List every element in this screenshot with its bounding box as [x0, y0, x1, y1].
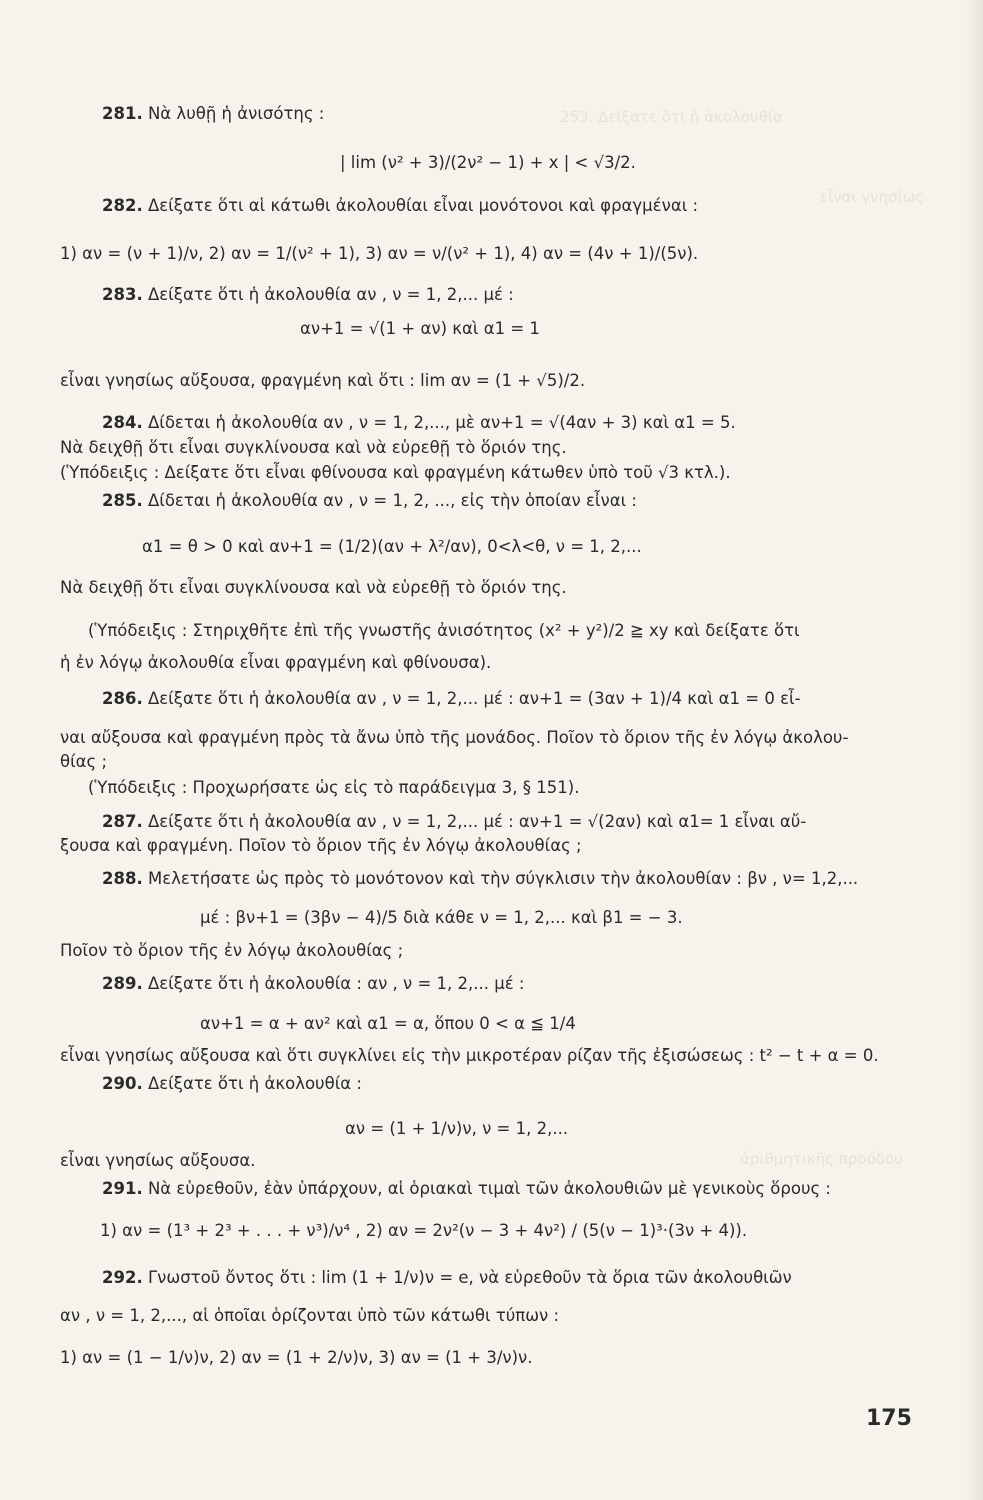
line-text: ναι αὔξουσα καὶ φραγμένη πρὸς τὰ ἄνω ὑπὸ τῆς μονάδος. Ποῖον τὸ ὅριον τῆς ἐν λόγῳ ἀκολου-: [60, 728, 849, 747]
problem-number: 291.: [102, 1179, 143, 1198]
line-text: 1) αν = (1³ + 2³ + . . . + ν³)/ν⁴ , 2) αν = 2ν²(ν − 3 + 4ν²) / (5(ν − 1)³·(3ν + 4)).: [100, 1221, 748, 1240]
line-text: Δείξατε ὅτι ἡ ἀκολουθία :: [147, 1074, 362, 1093]
text-line: [60, 1305, 559, 1327]
line-text: ξουσα καὶ φραγμένη. Ποῖον τὸ ὅριον τῆς ἐν λόγῳ ἀκολουθίας ;: [60, 836, 582, 855]
problem-number: 286.: [102, 689, 143, 708]
line-text: εἶναι γνησίως αὔξουσα, φραγμένη καὶ ὅτι : lim αν = (1 + √5)/2.: [60, 371, 586, 390]
line-text: Δίδεται ἡ ἀκολουθία αν , ν = 1, 2,..., μὲ αν+1 = √(4αν + 3) καὶ α1 = 5.: [147, 413, 736, 432]
show-through-text: ἀριθμητικῆς προόδου: [740, 1150, 903, 1168]
problem-line: [102, 195, 698, 217]
text-line: [60, 462, 731, 484]
line-text: Δίδεται ἡ ἀκολουθία αν , ν = 1, 2, ..., εἰς τὴν ὁποίαν εἶναι :: [147, 491, 637, 510]
text-line: [60, 652, 491, 674]
page-edge-shadow: [965, 0, 983, 1500]
line-text: Γνωστοῦ ὄντος ὅτι : lim (1 + 1/ν)ν = e, νὰ εὑρεθοῦν τὰ ὅρια τῶν ἀκολουθιῶν: [147, 1268, 792, 1287]
line-text: (Ὑπόδειξις : Στηριχθῆτε ἐπὶ τῆς γνωστῆς ἀνισότητος (x² + y²)/2 ≧ xy καὶ δείξατε ὅτι: [88, 621, 800, 640]
problem-line: [102, 1178, 831, 1200]
line-text: 1) αν = (1 − 1/ν)ν, 2) αν = (1 + 2/ν)ν, 3) αν = (1 + 3/ν)ν.: [60, 1348, 533, 1367]
line-text: 1) αν = (ν + 1)/ν, 2) αν = 1/(ν² + 1), 3) αν = ν/(ν² + 1), 4) αν = (4ν + 1)/(5ν).: [60, 244, 699, 263]
text-line: [60, 1150, 256, 1172]
text-line: [88, 777, 579, 799]
text-line: [345, 1118, 568, 1140]
problem-number: 290.: [102, 1074, 143, 1093]
line-text: Δείξατε ὅτι ἡ ἀκολουθία αν , ν = 1, 2,... μέ : αν+1 = (3αν + 1)/4 καὶ α1 = 0 εἶ-: [147, 689, 801, 708]
line-text: αν+1 = α + αν² καὶ α1 = α, ὅπου 0 < α ≦ 1/4: [200, 1014, 576, 1033]
problem-line: [102, 1073, 362, 1095]
problem-line: [102, 973, 525, 995]
line-text: Ποῖον τὸ ὅριον τῆς ἐν λόγῳ ἀκολουθίας ;: [60, 941, 404, 960]
problem-line: [102, 490, 637, 512]
text-line: [300, 318, 540, 340]
line-text: Δείξατε ὅτι ἡ ἀκολουθία αν , ν = 1, 2,... μέ :: [147, 285, 514, 304]
show-through-text: 253. Δείξατε ὅτι ἡ ἀκολουθία: [560, 108, 783, 126]
text-line: [60, 727, 848, 749]
text-line: [60, 370, 585, 392]
text-line: [60, 940, 403, 962]
line-text: Δείξατε ὅτι αἱ κάτωθι ἀκολουθίαι εἶναι μονότονοι καὶ φραγμέναι :: [147, 196, 699, 215]
text-line: [100, 1220, 747, 1242]
show-through-text: εἶναι γνησίως: [820, 188, 925, 206]
text-line: [200, 907, 683, 929]
line-text: Νὰ λυθῇ ἡ ἀνισότης :: [147, 104, 325, 123]
problem-line: [102, 412, 736, 434]
text-line: [60, 577, 567, 599]
line-text: Μελετήσατε ὡς πρὸς τὸ μονότονον καὶ τὴν σύγκλισιν τὴν ἀκολουθίαν : βν , ν= 1,2,...: [147, 869, 859, 888]
problem-line: [102, 868, 858, 890]
problem-number: 284.: [102, 413, 143, 432]
problem-number: 282.: [102, 196, 143, 215]
line-text: (Ὑπόδειξις : Προχωρήσατε ὡς εἰς τὸ παράδειγμα 3, § 151).: [88, 778, 580, 797]
line-text: (Ὑπόδειξις : Δείξατε ὅτι εἶναι φθίνουσα καὶ φραγμένη κάτωθεν ὑπὸ τοῦ √3 κτλ.).: [60, 463, 731, 482]
text-line: [200, 1013, 576, 1035]
line-text: | lim (ν² + 3)/(2ν² − 1) + x | < √3/2.: [340, 153, 636, 172]
problem-number: 288.: [102, 869, 143, 888]
line-text: ἡ ἐν λόγῳ ἀκολουθία εἶναι φραγμένη καὶ φθίνουσα).: [60, 653, 492, 672]
text-line: [60, 437, 567, 459]
line-text: Νὰ εὑρεθοῦν, ἐὰν ὑπάρχουν, αἱ ὁριακαὶ τιμαὶ τῶν ἀκολουθιῶν μὲ γενικοὺς ὅρους :: [147, 1179, 831, 1198]
text-line: [88, 620, 800, 642]
text-line: [340, 152, 636, 174]
line-text: αν , ν = 1, 2,..., αἱ ὁποῖαι ὁρίζονται ὑπὸ τῶν κάτωθι τύπων :: [60, 1306, 560, 1325]
text-line: [142, 536, 642, 558]
line-text: εἶναι γνησίως αὔξουσα καὶ ὅτι συγκλίνει εἰς τὴν μικροτέραν ρίζαν τῆς ἐξισώσεως : t² − t + α = 0.: [60, 1046, 879, 1065]
problem-number: 285.: [102, 491, 143, 510]
text-line: [60, 835, 582, 857]
text-line: [60, 1347, 533, 1369]
problem-number: 289.: [102, 974, 143, 993]
line-text: αν+1 = √(1 + αν) καὶ α1 = 1: [300, 319, 540, 338]
problem-number: 292.: [102, 1268, 143, 1287]
line-text: εἶναι γνησίως αὔξουσα.: [60, 1151, 256, 1170]
line-text: α1 = θ > 0 καὶ αν+1 = (1/2)(αν + λ²/αν), 0<λ<θ, ν = 1, 2,...: [142, 537, 642, 556]
problem-number: 283.: [102, 285, 143, 304]
problem-number: 287.: [102, 812, 143, 831]
line-text: αν = (1 + 1/ν)ν, ν = 1, 2,...: [345, 1119, 569, 1138]
problem-line: [102, 688, 801, 710]
line-text: μέ : βν+1 = (3βν − 4)/5 διὰ κάθε ν = 1, 2,... καὶ β1 = − 3.: [200, 908, 683, 927]
problem-number: 281.: [102, 104, 143, 123]
text-line: [60, 243, 698, 265]
line-text: Νὰ δειχθῇ ὅτι εἶναι συγκλίνουσα καὶ νὰ εὑρεθῇ τὸ ὅριόν της.: [60, 438, 567, 457]
problem-line: [102, 1267, 792, 1289]
text-line: [60, 1045, 879, 1067]
line-text: Δείξατε ὅτι ἡ ἀκολουθία αν , ν = 1, 2,... μέ : αν+1 = √(2αν) καὶ α1= 1 εἶναι αὔ-: [147, 812, 807, 831]
line-text: Νὰ δειχθῇ ὅτι εἶναι συγκλίνουσα καὶ νὰ εὑρεθῇ τὸ ὅριόν της.: [60, 578, 567, 597]
problem-line: [102, 103, 324, 125]
line-text: Δείξατε ὅτι ἡ ἀκολουθία : αν , ν = 1, 2,... μέ :: [147, 974, 525, 993]
page-number: 175: [866, 1406, 912, 1431]
problem-line: [102, 811, 806, 833]
text-line: [60, 751, 107, 773]
problem-line: [102, 284, 514, 306]
line-text: θίας ;: [60, 752, 108, 771]
